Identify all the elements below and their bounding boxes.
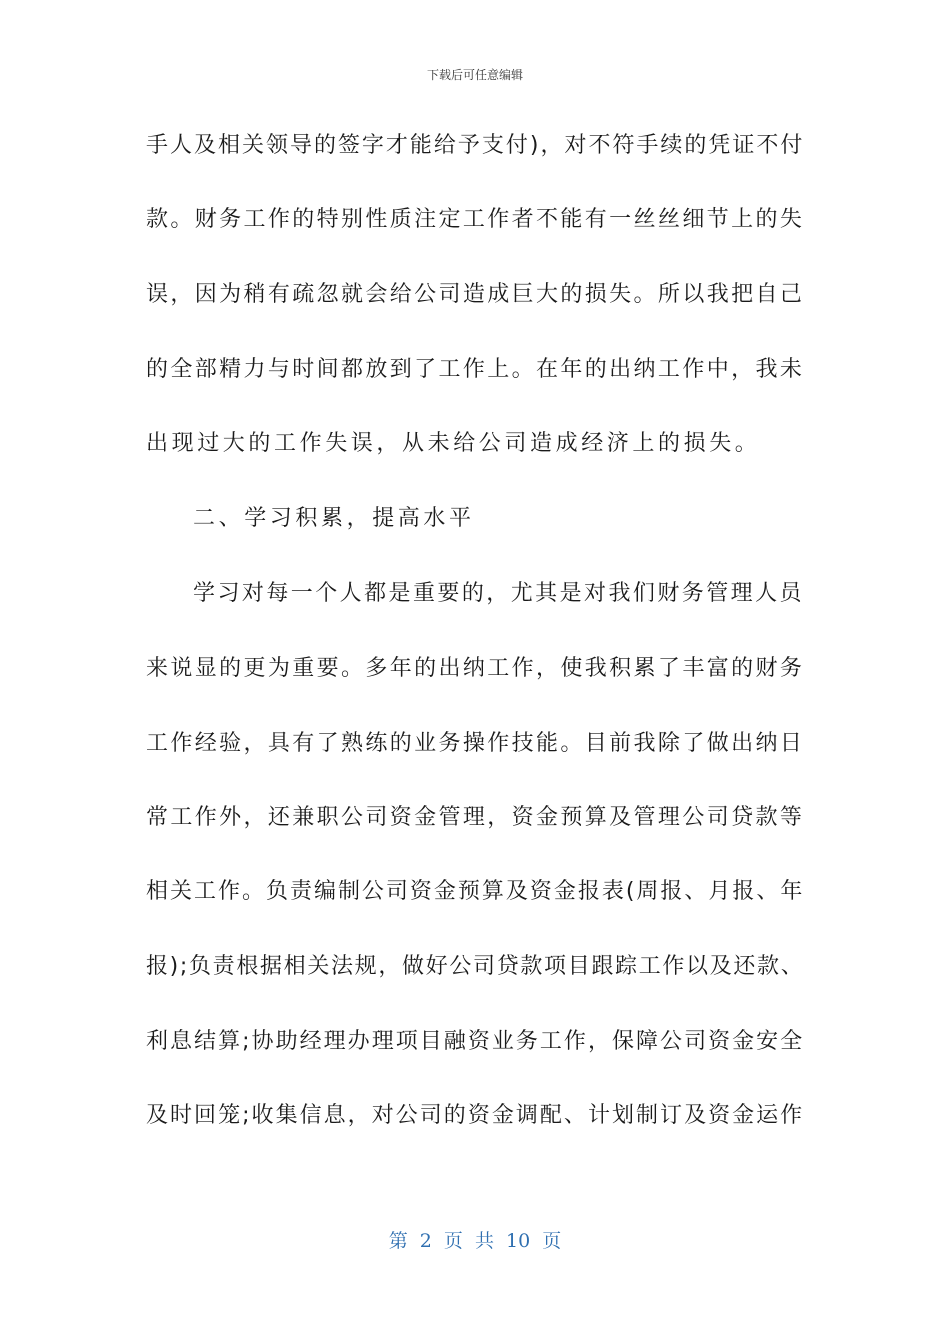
body-line: 利息结算;协助经理办理项目融资业务工作，保障公司资金安全 xyxy=(146,1029,805,1054)
body-line: 误，因为稍有疏忽就会给公司造成巨大的损失。所以我把自己 xyxy=(146,282,805,307)
body-line: 报);负责根据相关法规，做好公司贷款项目跟踪工作以及还款、 xyxy=(146,954,805,979)
section-heading: 二、学习积累，提高水平 xyxy=(193,506,475,531)
body-line: 及时回笼;收集信息，对公司的资金调配、计划制订及资金运作 xyxy=(146,1103,805,1128)
body-line: 工作经验，具有了熟练的业务操作技能。目前我除了做出纳日 xyxy=(146,731,805,756)
page-number-footer: 第 2 页 共 10 页 xyxy=(388,1230,562,1252)
body-line: 手人及相关领导的签字才能给予支付)，对不符手续的凭证不付 xyxy=(146,133,805,158)
body-line: 学习对每一个人都是重要的，尤其是对我们财务管理人员 xyxy=(193,581,805,606)
body-line: 来说显的更为重要。多年的出纳工作，使我积累了丰富的财务 xyxy=(146,656,805,681)
body-line: 款。财务工作的特别性质注定工作者不能有一丝丝细节上的失 xyxy=(146,207,805,232)
body-line: 常工作外，还兼职公司资金管理，资金预算及管理公司贷款等 xyxy=(146,805,805,830)
body-line: 的全部精力与时间都放到了工作上。在年的出纳工作中，我未 xyxy=(146,357,805,382)
body-line: 相关工作。负责编制公司资金预算及资金报表(周报、月报、年 xyxy=(146,879,805,904)
body-line: 出现过大的工作失误，从未给公司造成经济上的损失。 xyxy=(146,431,761,456)
page-header: 下载后可任意编辑 xyxy=(426,68,523,82)
